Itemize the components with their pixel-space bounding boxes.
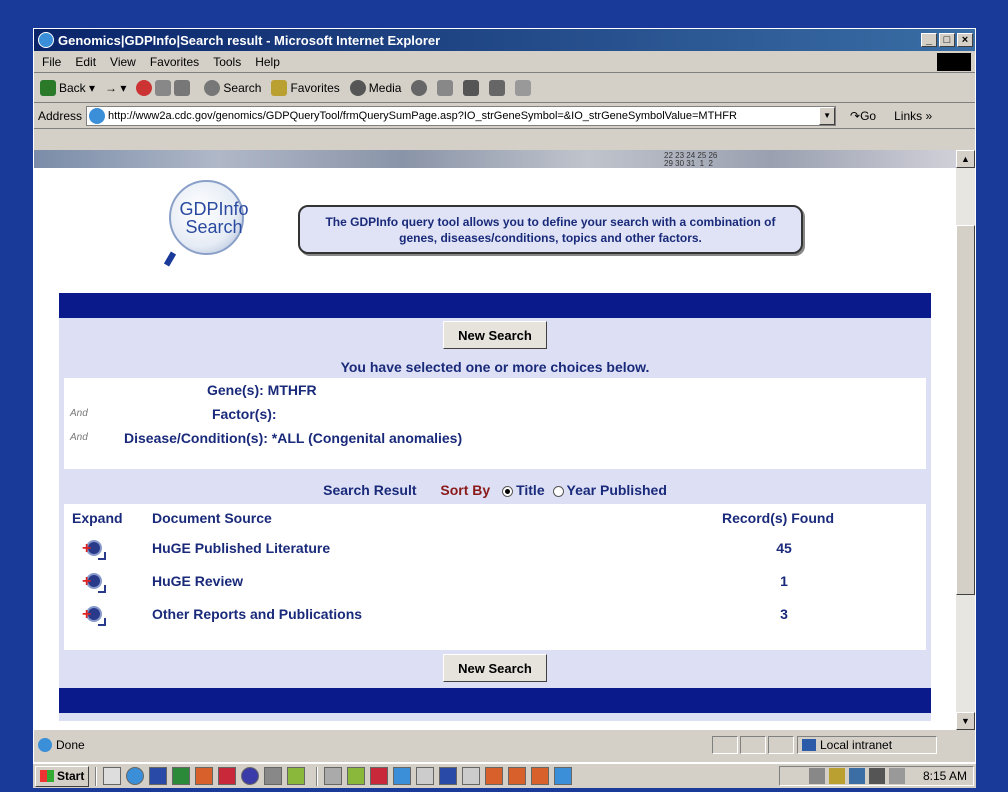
expand-icon[interactable]: + [82,604,106,626]
clock-app-icon[interactable] [287,767,305,785]
word-icon[interactable] [149,767,167,785]
and-label: And [70,432,88,443]
results-box [64,477,926,650]
print-icon[interactable] [463,80,479,96]
home-icon[interactable] [174,80,190,96]
task-window-icon[interactable] [554,767,572,785]
sort-title-label[interactable]: Title [516,482,545,498]
sort-year-label[interactable]: Year Published [566,482,667,498]
intranet-icon [802,739,816,751]
favorites-button[interactable]: Favorites [271,80,339,96]
sort-title-radio[interactable] [502,486,513,497]
col-records-found: Record(s) Found [722,510,834,526]
menu-help[interactable]: Help [255,54,280,69]
toolbar [34,73,975,103]
page-icon [89,108,105,124]
menu-view[interactable]: View [110,54,136,69]
security-zone [797,736,937,754]
scroll-thumb[interactable] [956,225,975,595]
taskbar [33,763,976,788]
vertical-scrollbar[interactable] [956,150,975,730]
address-input[interactable] [86,106,836,126]
address-bar [34,103,975,129]
selection-box [64,356,926,469]
excel-icon[interactable] [172,767,190,785]
search-result-label: Search Result [323,482,417,498]
record-count: 1 [780,573,788,589]
and-label: And [70,408,88,419]
windows-logo-icon [937,53,971,71]
menu-file[interactable]: File [42,54,62,69]
ie-window [33,28,976,763]
history-icon[interactable] [411,80,427,96]
address-label: Address [38,108,83,123]
document-source-link[interactable]: HuGE Published Literature [152,540,331,556]
task-window-icon[interactable] [416,767,434,785]
magnifier-handle [164,251,176,266]
connection-icon[interactable] [889,768,905,784]
results-panel [59,293,931,721]
results-heading-bar [64,477,926,504]
table-row [64,532,926,565]
network-icon[interactable] [849,768,865,784]
clock: 8:15 AM [922,769,967,783]
new-search-button-bottom[interactable]: New Search [443,654,547,682]
discuss-icon[interactable] [515,80,531,96]
task-window-icon[interactable] [485,767,503,785]
maximize-button[interactable]: □ [939,33,955,47]
col-expand: Expand [72,510,123,526]
intro-callout: The GDPInfo query tool allows you to define your search with a combination of genes, diseases/conditions, topics and other factors. [298,205,803,254]
selection-heading: You have selected one or more choices below. [64,356,926,378]
task-window-icon[interactable] [439,767,457,785]
page-viewport [34,150,956,730]
ie-quicklaunch-icon[interactable] [126,767,144,785]
task-window-icon[interactable] [370,767,388,785]
back-button[interactable]: Back ▾ [40,80,95,96]
back-arrow-icon [40,80,56,96]
status-bar [34,734,975,756]
col-document-source: Document Source [152,510,272,526]
acrobat-icon[interactable] [218,767,236,785]
selection-disease: Disease/Condition(s): *ALL (Congenital anomalies) [124,430,463,446]
task-window-icon[interactable] [393,767,411,785]
panel-bottom-bar [59,688,931,713]
header-banner [34,150,956,168]
selection-gene: Gene(s): MTHFR [207,382,317,398]
windows-flag-icon [40,770,54,782]
minimize-button[interactable]: _ [921,33,937,47]
task-window-icon[interactable] [347,767,365,785]
menu-bar [34,51,975,73]
search-icon [204,80,220,96]
edit-icon[interactable] [489,80,505,96]
refresh-icon[interactable] [155,80,171,96]
document-source-link[interactable]: HuGE Review [152,573,244,589]
sort-by-label: Sort By [440,482,491,498]
menu-edit[interactable]: Edit [75,54,97,69]
results-column-headers [64,504,926,532]
page-status-icon [38,738,52,752]
expand-icon[interactable]: + [82,571,106,593]
volume-icon[interactable] [809,768,825,784]
logo-line1: GDPInfo [179,199,249,219]
stop-icon[interactable] [136,80,152,96]
app-icon[interactable] [241,767,259,785]
tray-app-icon[interactable] [829,768,845,784]
menu-favorites[interactable]: Favorites [149,54,200,69]
scroll-up-icon[interactable]: ▲ [956,150,975,168]
window-title: Genomics|GDPInfo|Search result - Microsoft Internet Explorer [58,32,441,48]
address-url: http://www2a.cdc.gov/genomics/GDPQueryTool/frmQuerySumPage.asp?IO_strGeneSymbol=&IO_strGeneSymbolValue=MTHFR [108,109,737,122]
task-window-icon[interactable] [508,767,526,785]
tool-icon[interactable] [264,767,282,785]
address-dropdown-icon[interactable]: ▼ [819,107,835,125]
task-window-icon[interactable] [324,767,342,785]
gdpinfo-search-logo [169,180,249,255]
favorites-icon [271,80,287,96]
go-button[interactable]: ↷Go [850,108,877,123]
monitor-icon[interactable] [869,768,885,784]
new-search-button-top[interactable]: New Search [443,321,547,349]
title-bar[interactable] [34,29,975,51]
search-button[interactable]: Search [204,80,261,96]
table-row [64,565,926,598]
media-icon [350,80,366,96]
document-source-link[interactable]: Other Reports and Publications [152,606,363,622]
ie-icon [38,32,54,48]
table-row [64,598,926,631]
mail-icon[interactable] [437,80,453,96]
links-button[interactable]: Links » [894,108,933,123]
panel-top-bar [59,293,931,318]
scroll-down-icon[interactable]: ▼ [956,712,975,730]
desktop-icon[interactable] [103,767,121,785]
start-button[interactable]: Start [35,766,89,787]
selection-factor: Factor(s): [212,406,277,422]
powerpoint-icon[interactable] [195,767,213,785]
forward-button[interactable]: → ▾ [105,80,127,95]
status-text: Done [56,738,85,752]
close-button[interactable]: × [957,33,973,47]
system-tray [779,766,974,786]
record-count: 45 [776,540,792,556]
media-button[interactable]: Media [350,80,402,96]
record-count: 3 [780,606,788,622]
banner-calendar: 22 23 24 25 26 29 30 31 1 2 [664,151,718,168]
task-window-icon[interactable] [531,767,549,785]
logo-line2: Search [185,217,243,237]
expand-icon[interactable]: + [82,538,106,560]
menu-tools[interactable]: Tools [213,54,242,69]
zone-label: Local intranet [820,738,893,752]
sort-year-radio[interactable] [553,486,564,497]
task-window-icon[interactable] [462,767,480,785]
